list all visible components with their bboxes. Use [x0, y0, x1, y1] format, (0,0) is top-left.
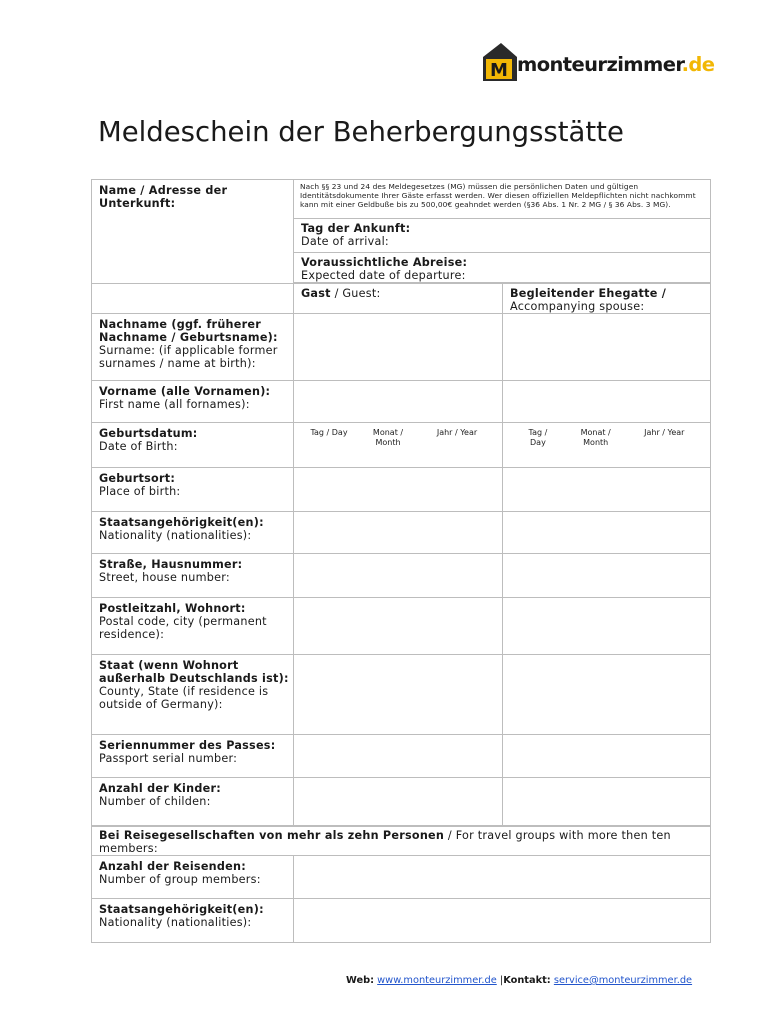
postal-label-cell: Postleitzahl, Wohnort: Postal code, city (permanent residence): [92, 598, 294, 655]
spouse-dob-day-label: Tag / Day [528, 428, 548, 447]
spouse-postal-field[interactable] [503, 598, 711, 655]
guest-column-header: Gast / Guest: [294, 284, 503, 314]
footer-email-link[interactable]: service@monteurzimmer.de [553, 975, 693, 986]
street-label-cell: Straße, Hausnummer: Street, house number: [92, 554, 294, 598]
travel-group-form [91, 826, 711, 943]
spouse-nationality-field[interactable] [503, 512, 711, 554]
guest-surname-field[interactable] [294, 314, 503, 381]
spouse-passport-field[interactable] [503, 735, 711, 778]
country-label-cell: Staat (wenn Wohnort außerhalb Deutschlands ist): County, State (if residence is outside of Germany): [92, 655, 294, 735]
monteurzimmer-logo [483, 41, 715, 81]
spouse-children-field[interactable] [503, 778, 711, 826]
footer-web-label: Web: [346, 975, 375, 986]
group-nationality-field[interactable] [294, 899, 711, 943]
spouse-dob-month-label: Monat / Month [580, 428, 611, 447]
spouse-country-field[interactable] [503, 655, 711, 735]
registration-form [91, 179, 711, 826]
house-logo-icon [483, 41, 517, 81]
guest-dob-month-label: Monat / Month [372, 428, 404, 447]
spouse-street-field[interactable] [503, 554, 711, 598]
accommodation-label: Name / Adresse der Unterkunft: [99, 184, 228, 210]
surname-label-cell: Nachname (ggf. früherer Nachname / Geburtsname): Surname: (if applicable former surnames / name at birth): [92, 314, 294, 381]
footer [346, 975, 746, 986]
spouse-dob-field[interactable] [503, 423, 711, 468]
logo-wordmark: monteurzimmer.de [517, 53, 715, 76]
guest-dob-field[interactable] [294, 423, 503, 468]
guest-country-field[interactable] [294, 655, 503, 735]
spouse-surname-field[interactable] [503, 314, 711, 381]
guest-dob-year-label: Jahr / Year [436, 428, 478, 437]
dob-label-cell: Geburtsdatum: Date of Birth: [92, 423, 294, 468]
guest-street-field[interactable] [294, 554, 503, 598]
header-spacer [92, 284, 294, 314]
children-label-cell: Anzahl der Kinder: Number of childen: [92, 778, 294, 826]
footer-separator: | [499, 975, 504, 986]
page-title: Meldeschein der Beherbergungsstätte [98, 116, 624, 148]
departure-date-field[interactable] [294, 253, 711, 283]
passport-label-cell: Seriennummer des Passes: Passport serial number: [92, 735, 294, 778]
group-members-label-cell: Anzahl der Reisenden: Number of group members: [92, 856, 294, 899]
spouse-dob-year-label: Jahr / Year [644, 428, 685, 437]
birthplace-label-cell: Geburtsort: Place of birth: [92, 468, 294, 512]
departure-label-en: Expected date of departure: [301, 269, 466, 282]
guest-passport-field[interactable] [294, 735, 503, 778]
spouse-birthplace-field[interactable] [503, 468, 711, 512]
legal-notice-cell [294, 180, 711, 219]
accommodation-label-cell[interactable] [92, 180, 294, 284]
group-members-field[interactable] [294, 856, 711, 899]
departure-label-de: Voraussichtliche Abreise: [301, 256, 468, 269]
spouse-firstname-field[interactable] [503, 381, 711, 423]
legal-notice: Nach §§ 23 und 24 des Meldegesetzes (MG) müssen die persönlichen Daten und gültigen Identitätsdokumente Ihrer Gäste erfasst werden. Wer diesen offiziellen Meldepflichten nicht nachkommt kann mit einer Geldbuße bis zu 500,00€ geahndet werden (§36 Abs. 1 Nr. 2 MG / § 36 Abs. 3 MG). [300, 182, 696, 210]
nationality-label-cell: Staatsangehörigkeit(en): Nationality (nationalities): [92, 512, 294, 554]
group-nationality-label-cell: Staatsangehörigkeit(en): Nationality (nationalities): [92, 899, 294, 943]
footer-web-link[interactable]: www.monteurzimmer.de [377, 975, 497, 986]
spouse-column-header: Begleitender Ehegatte / Accompanying spouse: [503, 284, 711, 314]
guest-dob-day-label: Tag / Day [310, 428, 348, 437]
arrival-label-de: Tag der Ankunft: [301, 222, 411, 235]
guest-nationality-field[interactable] [294, 512, 503, 554]
arrival-label-en: Date of arrival: [301, 235, 389, 248]
guest-birthplace-field[interactable] [294, 468, 503, 512]
travel-group-heading: Bei Reisegesellschaften von mehr als zehn Personen / For travel groups with more then ten members: [92, 827, 711, 856]
arrival-date-field[interactable] [294, 219, 711, 253]
footer-contact-label: Kontakt: [503, 975, 551, 986]
guest-children-field[interactable] [294, 778, 503, 826]
guest-firstname-field[interactable] [294, 381, 503, 423]
guest-postal-field[interactable] [294, 598, 503, 655]
svg-text:M: M [490, 60, 508, 81]
firstname-label-cell: Vorname (alle Vornamen): First name (all fornames): [92, 381, 294, 423]
